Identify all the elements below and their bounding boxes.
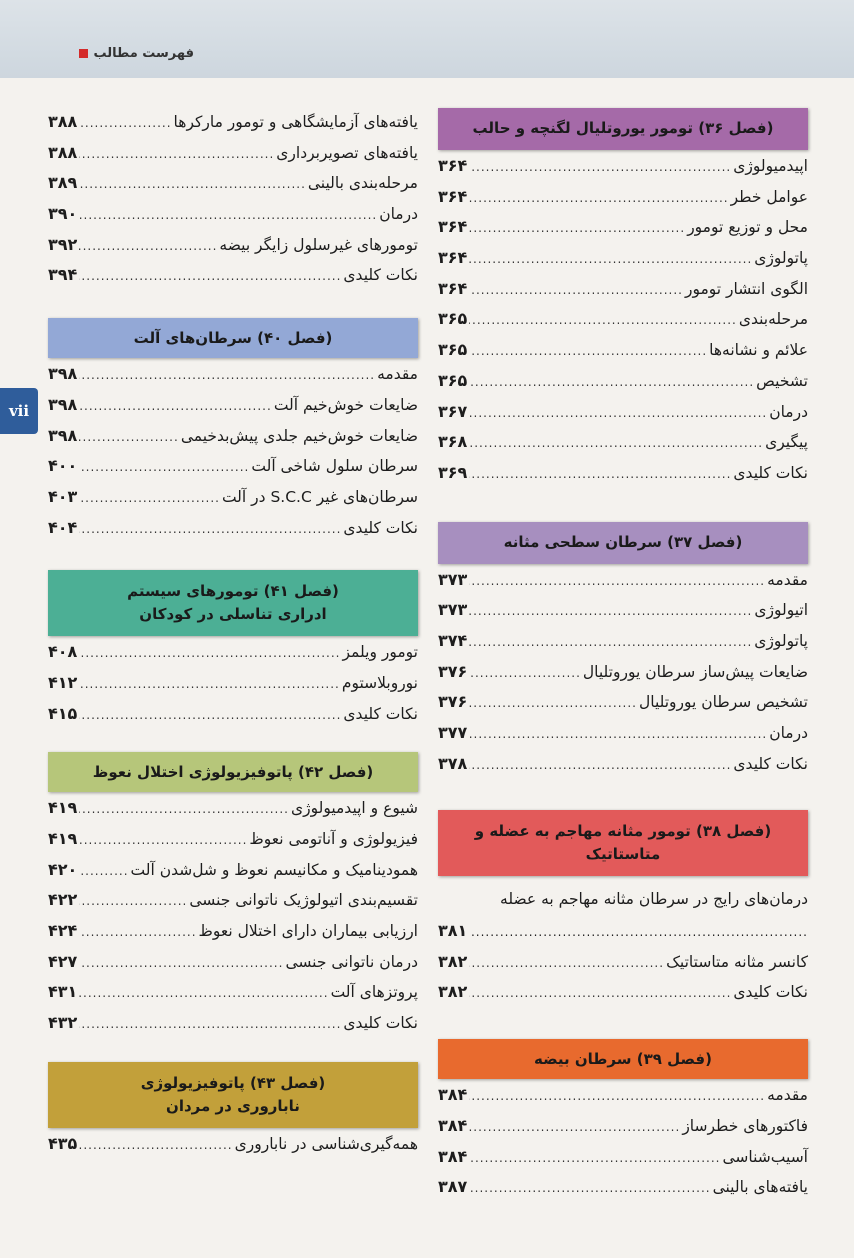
dot-leader [469, 956, 664, 970]
toc-page: ۴۲۴ [48, 921, 78, 941]
dot-leader [79, 116, 171, 130]
toc-page: ۳۸۹ [48, 173, 78, 193]
toc-entry [438, 662, 808, 693]
chapter-39-continued-entries [48, 112, 418, 296]
chapter-38-entries [438, 952, 808, 1013]
toc-page: ۳۸۴ [438, 1146, 468, 1166]
toc-page: ۳۸۱ [438, 921, 468, 941]
toc-entry-label: یافته‌های تصویربرداری [276, 143, 418, 162]
dot-leader [79, 956, 283, 970]
toc-entry-label: درمان [769, 724, 808, 742]
left-column [48, 112, 418, 1165]
chapter-40-heading: (فصل ۴۰) سرطان‌های آلت [48, 318, 418, 358]
toc-entry [438, 921, 808, 952]
chapter-37-entries [438, 570, 808, 785]
dot-leader [469, 344, 707, 358]
toc-page: ۴۱۹ [48, 829, 78, 848]
toc-entry-label: ضایعات پیش‌ساز سرطان یوروتلیال [582, 662, 808, 681]
page-number-tab: vii [0, 388, 38, 434]
toc-entry [48, 143, 418, 174]
chapter-43-heading: (فصل ۴۳) پاتوفیزیولوژی ناباروری در مردان [48, 1062, 418, 1128]
toc-entry [438, 1147, 808, 1178]
toc-entry-label: نکات کلیدی [343, 704, 418, 723]
toc-entry-label: نکات کلیدی [343, 518, 418, 537]
toc-page: ۳۸۴ [438, 1115, 468, 1135]
toc-page: ۳۸۲ [438, 951, 468, 971]
toc-entry [48, 456, 418, 487]
toc-entry [438, 692, 808, 723]
dot-leader [79, 269, 341, 283]
toc-page: ۴۰۴ [48, 517, 78, 537]
toc-page: ۳۹۴ [48, 265, 78, 285]
toc-entry-label: نکات کلیدی [343, 1014, 418, 1033]
right-column [438, 108, 808, 1208]
toc-entry [438, 1116, 808, 1147]
toc-page: ۳۷۳ [438, 569, 468, 589]
toc-entry [438, 187, 808, 218]
toc-page: ۳۷۴ [438, 630, 468, 650]
chapter-36-entries [438, 156, 808, 494]
dot-leader [469, 467, 731, 481]
chapter-40-entries [48, 364, 418, 548]
toc-entry-label: الگوی انتشار تومور [684, 279, 808, 298]
chapter-41-heading: (فصل ۴۱) تومورهای سیستم ادراری تناسلی در کودکان [48, 570, 418, 636]
dot-leader [79, 864, 128, 878]
dot-leader [469, 1120, 680, 1134]
dot-leader [469, 727, 767, 741]
toc-entry-label: تشخیص [756, 371, 808, 390]
toc-entry-label: مرحله‌بندی [738, 310, 808, 329]
toc-entry-label: ارزیابی بیماران دارای اختلال نعوظ [198, 922, 418, 941]
toc-page: ۳۶۴ [438, 186, 468, 206]
toc-entry-label: مقدمه [767, 570, 808, 589]
toc-page: ۴۲۷ [48, 951, 78, 971]
dot-leader [469, 696, 637, 710]
toc-page: ۳۶۸ [438, 432, 468, 452]
toc-entry [48, 235, 418, 266]
toc-page: ۳۶۴ [438, 248, 468, 268]
toc-page: ۳۶۴ [438, 156, 468, 175]
toc-entry-label: نکات کلیدی [733, 754, 808, 773]
toc-entry-label: آسیب‌شناسی [722, 1147, 808, 1166]
toc-entry-label: پیگیری [765, 433, 808, 452]
dot-leader [469, 191, 728, 205]
toc-entry-label: سرطان سلول شاخی آلت [251, 457, 418, 476]
dot-leader [79, 399, 272, 413]
toc-entry [48, 395, 418, 426]
toc-entry-label: درمان [379, 205, 418, 224]
toc-entry-label: پاتولوژی [754, 631, 808, 650]
chapter-38-heading: (فصل ۳۸) تومور مثانه مهاجم به عضله و متاستاتیک [438, 810, 808, 876]
toc-entry [438, 217, 808, 248]
dot-leader [469, 1181, 710, 1195]
dot-leader [469, 925, 808, 939]
toc-entry [48, 704, 418, 735]
dot-leader [79, 833, 247, 847]
toc-entry-label: تشخیص سرطان یوروتلیال [638, 693, 808, 712]
toc-entry-label: عوامل خطر [730, 187, 808, 206]
toc-entry [438, 982, 808, 1013]
page-header [79, 46, 195, 61]
toc-entry [438, 248, 808, 279]
dot-leader [79, 239, 217, 253]
dot-leader [79, 802, 289, 816]
toc-entry [48, 112, 418, 143]
toc-entry-label: یافته‌های آزمایشگاهی و تومور مارکرها [173, 113, 418, 131]
toc-entry [48, 921, 418, 952]
dot-leader [79, 1017, 341, 1031]
toc-page: ۳۷۸ [438, 753, 468, 773]
toc-entry [48, 426, 418, 457]
toc-page: ۳۹۲ [48, 234, 78, 254]
toc-page: ۳۸۲ [438, 982, 468, 1002]
toc-entry [438, 1177, 808, 1208]
toc-entry-label: فیزیولوژی و آناتومی نعوظ [249, 830, 418, 848]
toc-entry-label: مقدمه [377, 365, 418, 384]
toc-entry [438, 340, 808, 371]
toc-entry [48, 204, 418, 235]
toc-page: ۳۶۵ [438, 340, 468, 360]
toc-page: ۳۹۸ [48, 364, 78, 384]
toc-entry [48, 518, 418, 549]
chapter-43-entries [48, 1134, 418, 1165]
toc-page: ۳۷۳ [438, 600, 468, 620]
toc-page: ۴۱۹ [48, 798, 78, 818]
toc-entry [48, 982, 418, 1013]
toc-entry [48, 642, 418, 673]
toc-entry [48, 364, 418, 395]
chapter-41-entries [48, 642, 418, 734]
chapter-39-entries [438, 1085, 808, 1208]
toc-entry-label: مرحله‌بندی بالینی [307, 174, 418, 193]
toc-entry [48, 890, 418, 921]
toc-entry-label: یافته‌های بالینی [712, 1178, 808, 1197]
dot-leader [79, 677, 340, 691]
dot-leader [469, 1151, 720, 1165]
toc-entry [438, 371, 808, 402]
toc-entry [48, 798, 418, 829]
toc-entry-label: نکات کلیدی [733, 463, 808, 482]
toc-entry [438, 402, 808, 433]
toc-entry-label: درمان [769, 402, 808, 421]
toc-page: ۴۰۰ [48, 456, 78, 476]
toc-entry-label: نوروبلاستوم [341, 673, 418, 692]
toc-page: ۳۹۸ [48, 394, 78, 414]
chapter-42-entries [48, 798, 418, 1044]
toc-page: ۴۳۲ [48, 1013, 78, 1033]
top-bar [0, 0, 854, 78]
dot-leader [469, 160, 731, 174]
toc-entry-label: محل و توزیع تومور [687, 218, 808, 237]
toc-page: ۳۹۸ [48, 425, 78, 445]
dot-leader [79, 894, 187, 908]
toc-entry-label: همه‌گیری‌شناسی در ناباروری [234, 1134, 418, 1153]
toc-page: ۳۸۸ [48, 112, 78, 131]
dot-leader [469, 604, 752, 618]
toc-entry-label: ضایعات خوش‌خیم جلدی پیش‌بدخیمی [180, 426, 418, 445]
dot-leader [79, 177, 306, 191]
toc-page: ۳۷۶ [438, 692, 468, 712]
dot-leader [469, 375, 754, 389]
toc-entry-label: پاتولوژی [754, 249, 808, 268]
toc-page: ۳۶۵ [438, 370, 468, 390]
toc-page: ۳۶۹ [438, 462, 468, 482]
toc-entry-label: شیوع و اپیدمیولوژی [290, 799, 418, 818]
toc-entry-label: علائم و نشانه‌ها [709, 341, 808, 360]
toc-entry-label: اتیولوژی [754, 601, 808, 620]
toc-entry [438, 570, 808, 601]
toc-entry [438, 952, 808, 983]
toc-entry-label: پروتزهای آلت [330, 983, 418, 1002]
dot-leader [469, 406, 767, 420]
toc-entry-label: کانسر مثانه متاستاتیک [666, 952, 808, 971]
toc-entry [438, 156, 808, 187]
toc-entry [48, 952, 418, 983]
toc-entry-label: تقسیم‌بندی اتیولوژیک ناتوانی جنسی [189, 891, 418, 910]
dot-leader [469, 574, 765, 588]
dot-leader [79, 208, 377, 222]
toc-entry [48, 860, 418, 891]
toc-page: ۴۰۳ [48, 486, 78, 506]
toc-page: ۳۸۸ [48, 142, 78, 162]
chapter-36-heading: (فصل ۳۶) تومور یوروتلیال لگنچه و حالب [438, 108, 808, 150]
toc-entry [438, 754, 808, 785]
toc-page: ۳۶۴ [438, 217, 468, 237]
chapter-37-heading: (فصل ۳۷) سرطان سطحی مثانه [438, 522, 808, 564]
toc-entry-label: نکات کلیدی [343, 266, 418, 285]
toc-page: ۴۱۲ [48, 672, 78, 692]
toc-page: ۳۷۷ [438, 723, 468, 742]
dot-leader [79, 460, 249, 474]
dot-leader [469, 436, 763, 450]
toc-entry [48, 829, 418, 860]
toc-page: ۳۸۴ [438, 1085, 468, 1105]
dot-leader [79, 491, 220, 505]
dot-leader [79, 986, 328, 1000]
toc-entry-label: اپیدمیولوژی [733, 157, 808, 175]
toc-page: ۳۸۷ [438, 1177, 468, 1197]
chapter-42-heading: (فصل ۴۲) پاتوفیزیولوژی اختلال نعوظ [48, 752, 418, 792]
dot-leader [469, 313, 737, 327]
toc-entry [48, 487, 418, 518]
toc-entry [438, 1085, 808, 1116]
toc-entry [48, 265, 418, 296]
toc-entry [438, 600, 808, 631]
dot-leader [79, 522, 341, 536]
toc-entry [438, 723, 808, 754]
toc-page: ۴۰۸ [48, 642, 78, 662]
dot-leader [79, 925, 196, 939]
toc-entry [438, 279, 808, 310]
toc-entry [48, 1134, 418, 1165]
toc-page: ۳۷۶ [438, 661, 468, 681]
toc-entry [438, 631, 808, 662]
toc-entry-label: درمان‌های رایج در سرطان مثانه مهاجم به عضله [500, 890, 808, 909]
toc-entry [48, 673, 418, 704]
dot-leader [79, 147, 274, 161]
dot-leader [79, 708, 341, 722]
toc-entry-label: همودینامیک و مکانیسم نعوظ و شل‌شدن آلت [130, 860, 418, 879]
toc-page: ۴۳۵ [48, 1133, 78, 1153]
toc-entry-label: ضایعات خوش‌خیم آلت [273, 395, 418, 414]
toc-page: ۴۱۵ [48, 703, 78, 723]
toc-page: ۳۹۰ [48, 204, 78, 224]
toc-page: ۳۶۴ [438, 278, 468, 298]
dot-leader [469, 252, 752, 266]
dot-leader [469, 986, 731, 1000]
toc-entry [438, 309, 808, 340]
header-title: فهرست مطالب [93, 46, 194, 61]
toc-entry-label: نکات کلیدی [733, 983, 808, 1002]
toc-page: ۳۶۵ [438, 309, 468, 329]
dot-leader [469, 283, 683, 297]
dot-leader [469, 666, 581, 680]
dot-leader [469, 1089, 765, 1103]
toc-entry-label: درمان ناتوانی جنسی [285, 952, 418, 971]
toc-page: ۳۶۷ [438, 401, 468, 421]
toc-entry [438, 463, 808, 494]
toc-entry-label: تومور ویلمز [342, 643, 418, 662]
dot-leader [469, 758, 731, 772]
chapter-39-heading: (فصل ۳۹) سرطان بیضه [438, 1039, 808, 1079]
toc-entry [48, 173, 418, 204]
dot-leader [79, 368, 375, 382]
toc-page: ۴۲۰ [48, 859, 78, 879]
toc-page: ۴۲۲ [48, 890, 78, 910]
toc-entry [438, 432, 808, 463]
red-square-icon [79, 49, 88, 58]
dot-leader [79, 1138, 232, 1152]
toc-entry-label: سرطان‌های غیر S.C.C در آلت [221, 487, 418, 506]
toc-entry-label: مقدمه [767, 1086, 808, 1105]
dot-leader [79, 430, 179, 444]
toc-entry-label: تومورهای غیرسلول زایگر بیضه [219, 235, 418, 254]
toc-entry [48, 1013, 418, 1044]
toc-entry-label: فاکتورهای خطرساز [682, 1116, 808, 1135]
toc-page: ۴۳۱ [48, 982, 78, 1002]
dot-leader [79, 646, 340, 660]
dot-leader [469, 635, 752, 649]
dot-leader [469, 221, 685, 235]
